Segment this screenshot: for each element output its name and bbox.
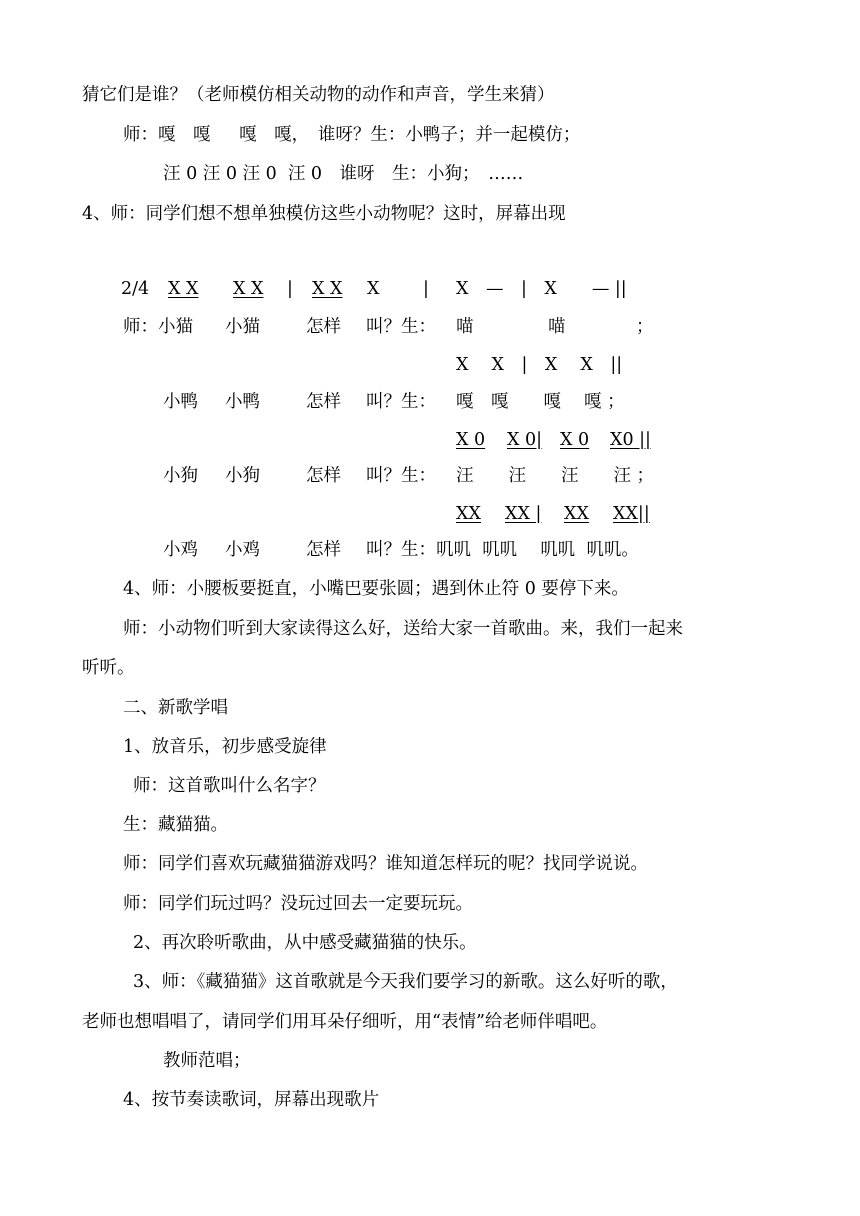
cat-label: 师：小猫 [123, 317, 193, 337]
step-item: 1、放音乐，初步感受旋律 [123, 737, 327, 757]
dog-imitation-line: 汪 0 汪 0 汪 0 汪 0 谁呀 生：小狗； …… [163, 164, 524, 184]
dialogue-line: 师：这首歌叫什么名字？ [133, 776, 326, 796]
duck-label: 小鸭 [163, 392, 198, 412]
cat-sound: 喵 [548, 317, 566, 337]
rhythm-note: X [367, 279, 380, 299]
rhythm-note: X X [168, 279, 199, 299]
chick-label: 小鸡 [225, 540, 260, 560]
call-label: 叫？生： [366, 392, 436, 412]
call-label: 叫？生： [366, 466, 436, 486]
dialogue-line: 师：同学们玩过吗？没玩过回去一定要玩玩。 [123, 894, 473, 914]
cat-sound: 喵 [456, 317, 474, 337]
dialogue-line: 师：同学们喜欢玩藏猫猫游戏吗？谁知道怎样玩的呢？找同学说说。 [123, 854, 648, 874]
dog-rhythm: X 0 [456, 430, 486, 450]
cat-label: 小猫 [225, 317, 260, 337]
paragraph: 听听。 [82, 658, 135, 678]
how-label: 怎样 [306, 317, 341, 337]
chick-rhythm: XX [456, 504, 481, 524]
rhythm-note: X X [312, 279, 343, 299]
duck-sound: 嘎 嘎 嘎 嘎 ； [456, 392, 625, 412]
bar-line: | [287, 279, 293, 299]
paragraph: 4、师：小腰板要挺直，小嘴巴要张圆；遇到休止符 0 要停下来。 [123, 579, 629, 599]
step-item: 2、再次聆听歌曲，从中感受藏猫猫的快乐。 [133, 933, 477, 953]
dog-label: 小狗 [225, 466, 260, 486]
duck-label: 小鸭 [225, 392, 260, 412]
dog-rhythm: X 0 [560, 430, 590, 450]
chick-rhythm: XX [564, 504, 589, 524]
dog-sound: 汪 汪 汪 汪 ； [456, 466, 655, 486]
step-item: 3、师：《藏猫猫》这首歌就是今天我们要学习的新歌。这么好听的歌， [133, 972, 678, 992]
time-signature: 2/4 [121, 279, 150, 299]
duck-rhythm: X X | X X || [456, 355, 623, 375]
bar-line: | [423, 279, 429, 299]
section-heading: 二、新歌学唱 [123, 698, 228, 718]
step4-intro-line: 4、师：同学们想不想单独模仿这些小动物呢？这时，屏幕出现 [82, 204, 566, 224]
step-item: 4、按节奏读歌词，屏幕出现歌片 [123, 1090, 380, 1110]
guess-line: 猜它们是谁？（老师模仿相关动物的动作和声音，学生来猜） [82, 85, 555, 105]
dog-label: 小狗 [163, 466, 198, 486]
dialogue-line: 生：藏猫猫。 [123, 815, 228, 835]
how-label: 怎样 [306, 466, 341, 486]
chick-rhythm: XX|| [613, 504, 650, 524]
paragraph: 教师范唱； [163, 1051, 251, 1071]
rhythm-note: X — | X — || [456, 279, 627, 299]
semicolon: ； [636, 317, 654, 337]
chick-rhythm: XX | [505, 504, 542, 524]
chick-label: 小鸡 [163, 540, 198, 560]
dog-rhythm: X 0| [507, 430, 543, 450]
how-label: 怎样 [306, 540, 341, 560]
call-label: 叫？生： [366, 317, 436, 337]
paragraph: 老师也想唱唱了，请同学们用耳朵仔细听，用“表情”给老师伴唱吧。 [82, 1012, 608, 1032]
chick-call-line: 叫？生：叽叽 叽叽 叽叽 叽叽。 [366, 540, 639, 560]
how-label: 怎样 [306, 392, 341, 412]
paragraph: 师：小动物们听到大家读得这么好，送给大家一首歌曲。来，我们一起来 [123, 619, 683, 639]
dog-rhythm: X0 || [610, 430, 651, 450]
rhythm-note: X X [233, 279, 264, 299]
duck-imitation-line: 师：嘎 嘎 嘎 嘎， 谁呀？生：小鸭子；并一起模仿； [123, 125, 581, 145]
